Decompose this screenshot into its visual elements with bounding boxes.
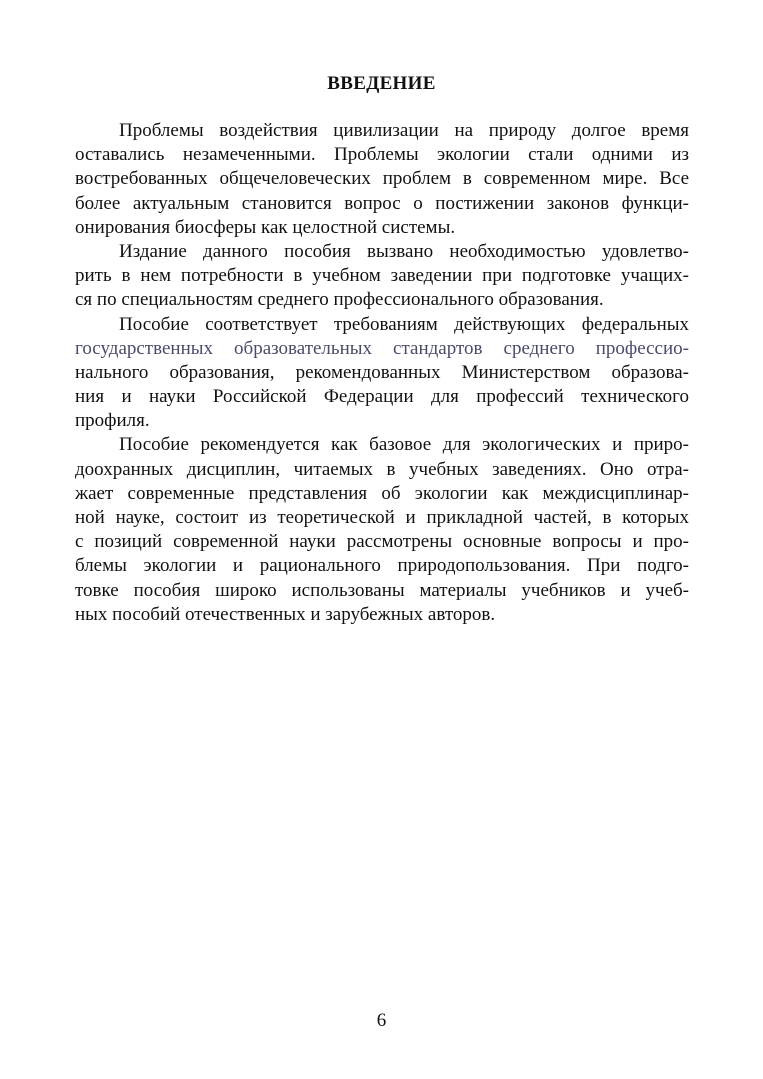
paragraph-1-line-3: востребованных общечеловеческих проблем в современном мире. Все	[75, 168, 689, 190]
paragraph-3-line-4: ния и науки Российской Федерации для профессий технического	[75, 386, 689, 408]
page-number: 6	[376, 1010, 387, 1031]
paragraph-2-line-3: ся по специальностям среднего профессионального образования.	[75, 289, 604, 311]
paragraph-2-line-2: рить в нем потребности в учебном заведении при подготовке учащих-	[75, 265, 689, 287]
paragraph-3-line-2: государственных образовательных стандартов среднего профессио-	[75, 337, 689, 359]
paragraph-4-line-5: с позиций современной науки рассмотрены основные вопросы и про-	[75, 531, 689, 553]
paragraph-2-line-1: Издание данного пособия вызвано необходимостью удовлетво-	[119, 240, 689, 262]
page-title: ВВЕДЕНИЕ	[327, 73, 436, 94]
paragraph-4-line-4: ной науке, состоит из теоретической и прикладной частей, в которых	[75, 507, 689, 528]
paragraph-1-line-5: онирования биосферы как целостной системы.	[75, 216, 456, 238]
paragraph-4-line-8: ных пособий отечественных и зарубежных авторов.	[75, 603, 496, 625]
paragraph-4-line-3: жает современные представления об экологии как междисциплинар-	[75, 482, 689, 504]
paragraph-3-line-1: Пособие соответствует требованиям действующих федеральных	[119, 313, 689, 335]
paragraph-4-line-1: Пособие рекомендуется как базовое для экологических и приро-	[119, 434, 689, 456]
paragraph-1-line-1: Проблемы воздействия цивилизации на природу долгое время	[119, 120, 689, 141]
paragraph-3-line-5: профиля.	[75, 410, 150, 432]
paragraph-4-line-7: товке пособия широко использованы материалы учебников и учеб-	[75, 579, 689, 601]
paragraph-4-line-2: доохранных дисциплин, читаемых в учебных заведениях. Оно отра-	[75, 458, 689, 480]
paragraph-4-line-6: блемы экологии и рационального природопользования. При подго-	[75, 555, 689, 577]
body-text	[75, 119, 689, 627]
paragraph-1-line-2: оставались незамеченными. Проблемы экологии стали одними из	[75, 144, 689, 166]
paragraph-3-line-3: нального образования, рекомендованных Министерством образова-	[75, 361, 689, 383]
paragraph-1-line-4: более актуальным становится вопрос о постижении законов функци-	[75, 192, 689, 214]
